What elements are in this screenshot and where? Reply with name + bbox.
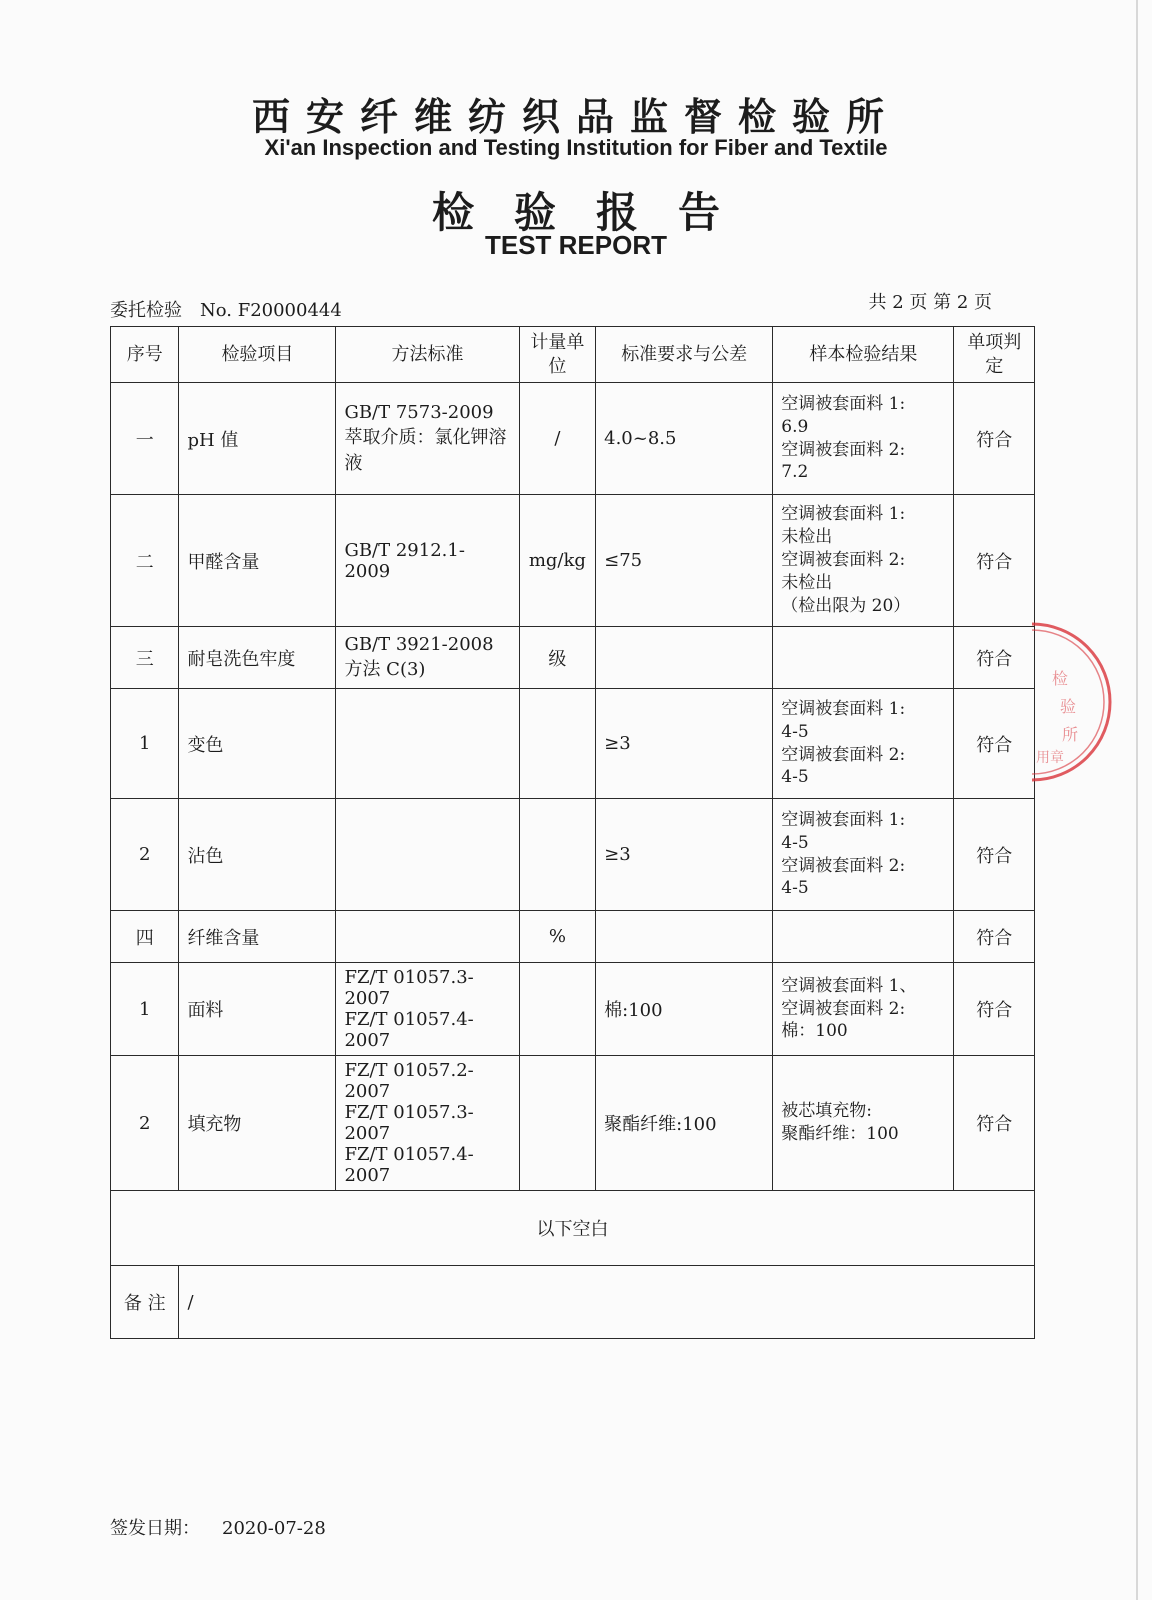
row-unit: [519, 1056, 595, 1191]
report-type: 委托检验: [110, 300, 182, 321]
row-method: [336, 911, 519, 963]
row-unit: [519, 799, 595, 911]
row-result: 被芯填充物: 聚酯纤维：100: [773, 1056, 954, 1191]
row-unit: mg/kg: [519, 495, 595, 627]
svg-text:用章: 用章: [1036, 750, 1064, 766]
row-item: pH 值: [179, 383, 336, 495]
remark-label: 备 注: [111, 1266, 179, 1339]
row-judgement: 符合: [954, 799, 1035, 911]
table-header-row: [111, 327, 1035, 383]
header-method: 方法标准: [336, 327, 519, 383]
svg-text:所: 所: [1062, 725, 1079, 744]
row-method: FZ/T 01057.2-2007 FZ/T 01057.3-2007 FZ/T 01057.4-2007: [336, 1056, 519, 1191]
row-seq: 2: [111, 1056, 179, 1191]
report-no-value: No. F20000444: [200, 300, 342, 321]
issue-date: [110, 1514, 326, 1540]
row-seq: 1: [111, 689, 179, 799]
test-results-table: [110, 326, 1035, 1339]
report-title-en: TEST REPORT: [484, 230, 667, 260]
row-requirement: 棉:100: [596, 963, 773, 1056]
row-item: 耐皂洗色牢度: [179, 627, 336, 689]
row-result: 空调被套面料 1: 4-5 空调被套面料 2: 4-5: [773, 799, 954, 911]
row-requirement: ≥3: [596, 689, 773, 799]
svg-text:检: 检: [1052, 669, 1069, 688]
header-seq: 序号: [111, 327, 179, 383]
row-unit: 级: [519, 627, 595, 689]
row-method: [336, 799, 519, 911]
row-judgement: 符合: [954, 963, 1035, 1056]
header-requirement: 标准要求与公差: [596, 327, 773, 383]
report-number: [110, 296, 342, 322]
row-judgement: 符合: [954, 627, 1035, 689]
row-unit: [519, 963, 595, 1056]
row-seq: 一: [111, 383, 179, 495]
row-result: [773, 911, 954, 963]
table-row: [111, 799, 1035, 911]
row-judgement: 符合: [954, 495, 1035, 627]
row-seq: 三: [111, 627, 179, 689]
table-row: [111, 495, 1035, 627]
row-method: GB/T 2912.1-2009: [336, 495, 519, 627]
row-method: GB/T 7573-2009 萃取介质：氯化钾溶液: [336, 383, 519, 495]
issue-date-value: 2020-07-28: [222, 1518, 326, 1539]
row-unit: /: [519, 383, 595, 495]
row-result: 空调被套面料 1: 未检出 空调被套面料 2: 未检出 （检出限为 20）: [773, 495, 954, 627]
table-row: [111, 627, 1035, 689]
row-judgement: 符合: [954, 911, 1035, 963]
header-item: 检验项目: [179, 327, 336, 383]
row-requirement: ≤75: [596, 495, 773, 627]
organization-name-cn: 西安纤维纺织品监督检验所: [251, 94, 900, 139]
row-result: 空调被套面料 1: 6.9 空调被套面料 2: 7.2: [773, 383, 954, 495]
row-requirement: 4.0~8.5: [596, 383, 773, 495]
row-result: 空调被套面料 1: 4-5 空调被套面料 2: 4-5: [773, 689, 954, 799]
blank-note-row: [111, 1191, 1035, 1266]
row-item: 纤维含量: [179, 911, 336, 963]
row-item: 甲醛含量: [179, 495, 336, 627]
row-requirement: [596, 627, 773, 689]
remark-value: /: [179, 1266, 1035, 1339]
official-seal-stamp: [1032, 604, 1122, 804]
row-result: [773, 627, 954, 689]
row-method: [336, 689, 519, 799]
header-judgement: 单项判定: [954, 327, 1035, 383]
row-seq: 四: [111, 911, 179, 963]
row-unit: [519, 689, 595, 799]
page-indicator: 共 2 页 第 2 页: [868, 292, 992, 313]
row-requirement: 聚酯纤维:100: [596, 1056, 773, 1191]
row-item: 沾色: [179, 799, 336, 911]
table-row: [111, 383, 1035, 495]
row-item: 面料: [179, 963, 336, 1056]
blank-note: 以下空白: [111, 1191, 1035, 1266]
row-unit: %: [519, 911, 595, 963]
table-row: [111, 911, 1035, 963]
row-judgement: 符合: [954, 689, 1035, 799]
row-seq: 1: [111, 963, 179, 1056]
report-title-cn: 检验报告: [431, 188, 760, 237]
row-item: 变色: [179, 689, 336, 799]
row-requirement: [596, 911, 773, 963]
table-row: [111, 963, 1035, 1056]
header-result: 样本检验结果: [773, 327, 954, 383]
row-seq: 二: [111, 495, 179, 627]
remark-row: [111, 1266, 1035, 1339]
svg-text:验: 验: [1060, 697, 1077, 716]
header-unit: 计量单位: [519, 327, 595, 383]
row-seq: 2: [111, 799, 179, 911]
organization-name-en: Xi'an Inspection and Testing Institution for Fiber and Textile: [264, 135, 888, 160]
row-requirement: ≥3: [596, 799, 773, 911]
issue-date-label: 签发日期：: [110, 1518, 200, 1539]
row-item: 填充物: [179, 1056, 336, 1191]
table-row: [111, 1056, 1035, 1191]
table-row: [111, 689, 1035, 799]
row-method: FZ/T 01057.3-2007 FZ/T 01057.4-2007: [336, 963, 519, 1056]
row-method: GB/T 3921-2008 方法 C(3): [336, 627, 519, 689]
row-judgement: 符合: [954, 383, 1035, 495]
row-result: 空调被套面料 1、 空调被套面料 2: 棉：100: [773, 963, 954, 1056]
row-judgement: 符合: [954, 1056, 1035, 1191]
